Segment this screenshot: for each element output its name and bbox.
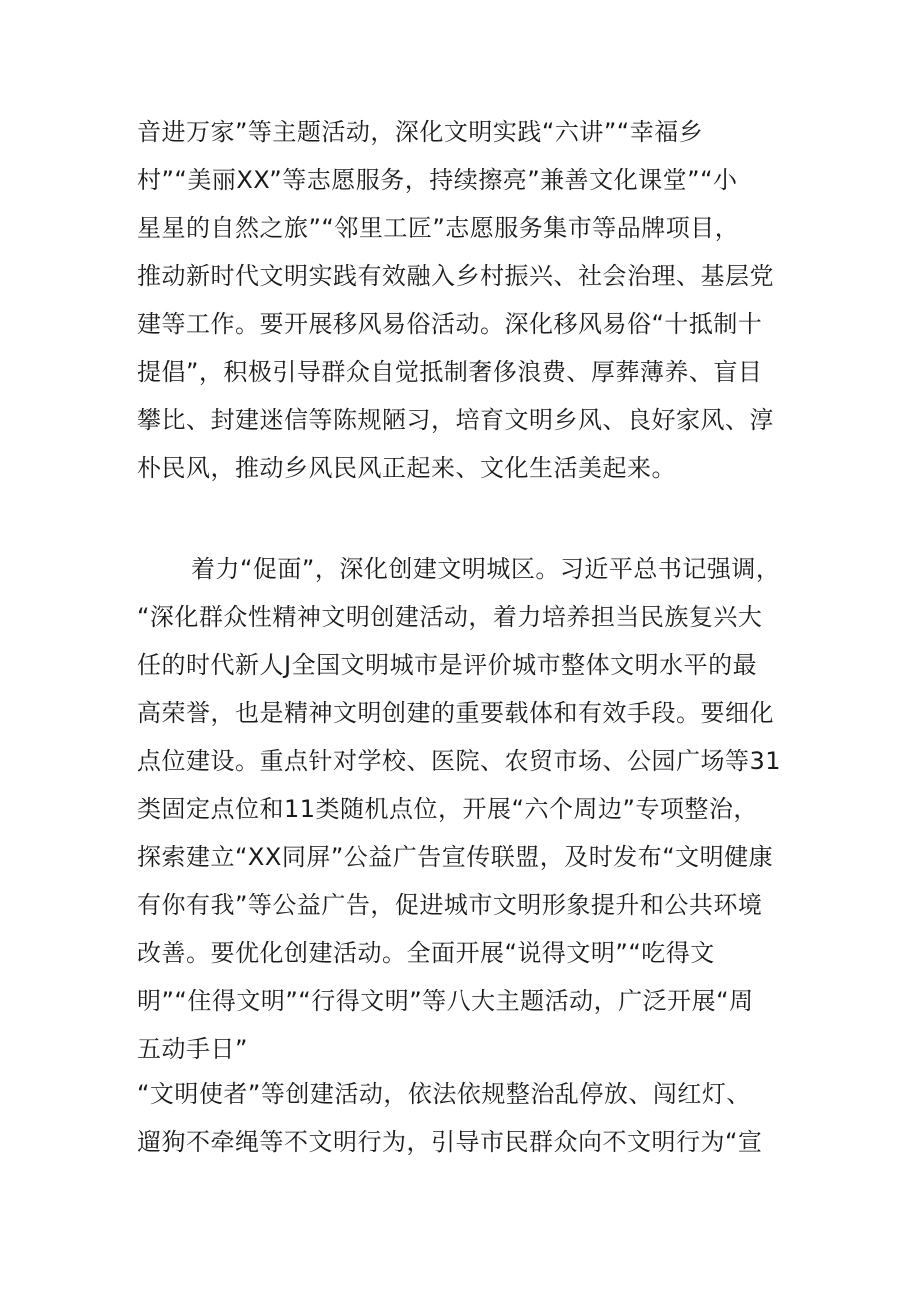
text-line: 建等工作。要开展移风易俗活动。深化移风易俗“十抵制十 <box>137 310 763 338</box>
text-line: 朴民风，推动乡风民风正起来、文化生活美起来。 <box>137 454 676 482</box>
text-line: 点位建设。重点针对学校、医院、农贸市场、公园广场等31 <box>137 747 782 775</box>
text-line: 明”“住得文明”“行得文明”等八大主题活动，广泛开展“周 <box>137 987 754 1015</box>
text-line: 音进万家”等主题活动，深化文明实践“六讲”“幸福乡 <box>137 118 704 146</box>
text-line: 推动新时代文明实践有效融入乡村振兴、社会治理、基层党 <box>137 262 774 290</box>
text-line: “文明使者”等创建活动，依法依规整治乱停放、闯红灯、 <box>137 1080 751 1108</box>
text-line: 遛狗不牵绳等不文明行为，引导市民群众向不文明行为“宣 <box>137 1128 763 1156</box>
text-line: 高荣誉，也是精神文明创建的重要载体和有效手段。要细化 <box>137 699 774 727</box>
text-line: 有你有我”等公益广告，促进城市文明形象提升和公共环境 <box>137 891 763 919</box>
text-line: 着力“促面”，深化创建文明城区。习近平总书记强调， <box>191 555 781 583</box>
paragraph-1 <box>137 108 787 492</box>
text-line: 类固定点位和11类随机点位，开展“六个周边”专项整治， <box>137 795 758 823</box>
text-line: 村”“美丽XX”等志愿服务，持续擦亮”兼善文化课堂”“小 <box>137 166 738 194</box>
text-line: 任的时代新人J全国文明城市是评价城市整体文明水平的最 <box>137 651 758 679</box>
text-line: 提倡”，积极引导群众自觉抵制奢侈浪费、厚葬薄养、盲目 <box>137 358 763 386</box>
text-line: 探索建立“XX同屏”公益广告宣传联盟，及时发布“文明健康 <box>137 843 774 871</box>
paragraph-3 <box>137 1070 787 1166</box>
text-line: 星星的自然之旅”“邻里工匠”志愿服务集市等品牌项目， <box>137 214 740 242</box>
text-line: 攀比、封建迷信等陈规陋习，培育文明乡风、良好家风、淳 <box>137 406 774 434</box>
paragraph-2 <box>137 545 787 1073</box>
text-line: “深化群众性精神文明创建活动，着力培养担当民族复兴大 <box>137 603 763 631</box>
text-line: 五动手日” <box>137 1035 248 1063</box>
text-line: 改善。要优化创建活动。全面开展“说得文明”“吃得文 <box>137 939 715 967</box>
